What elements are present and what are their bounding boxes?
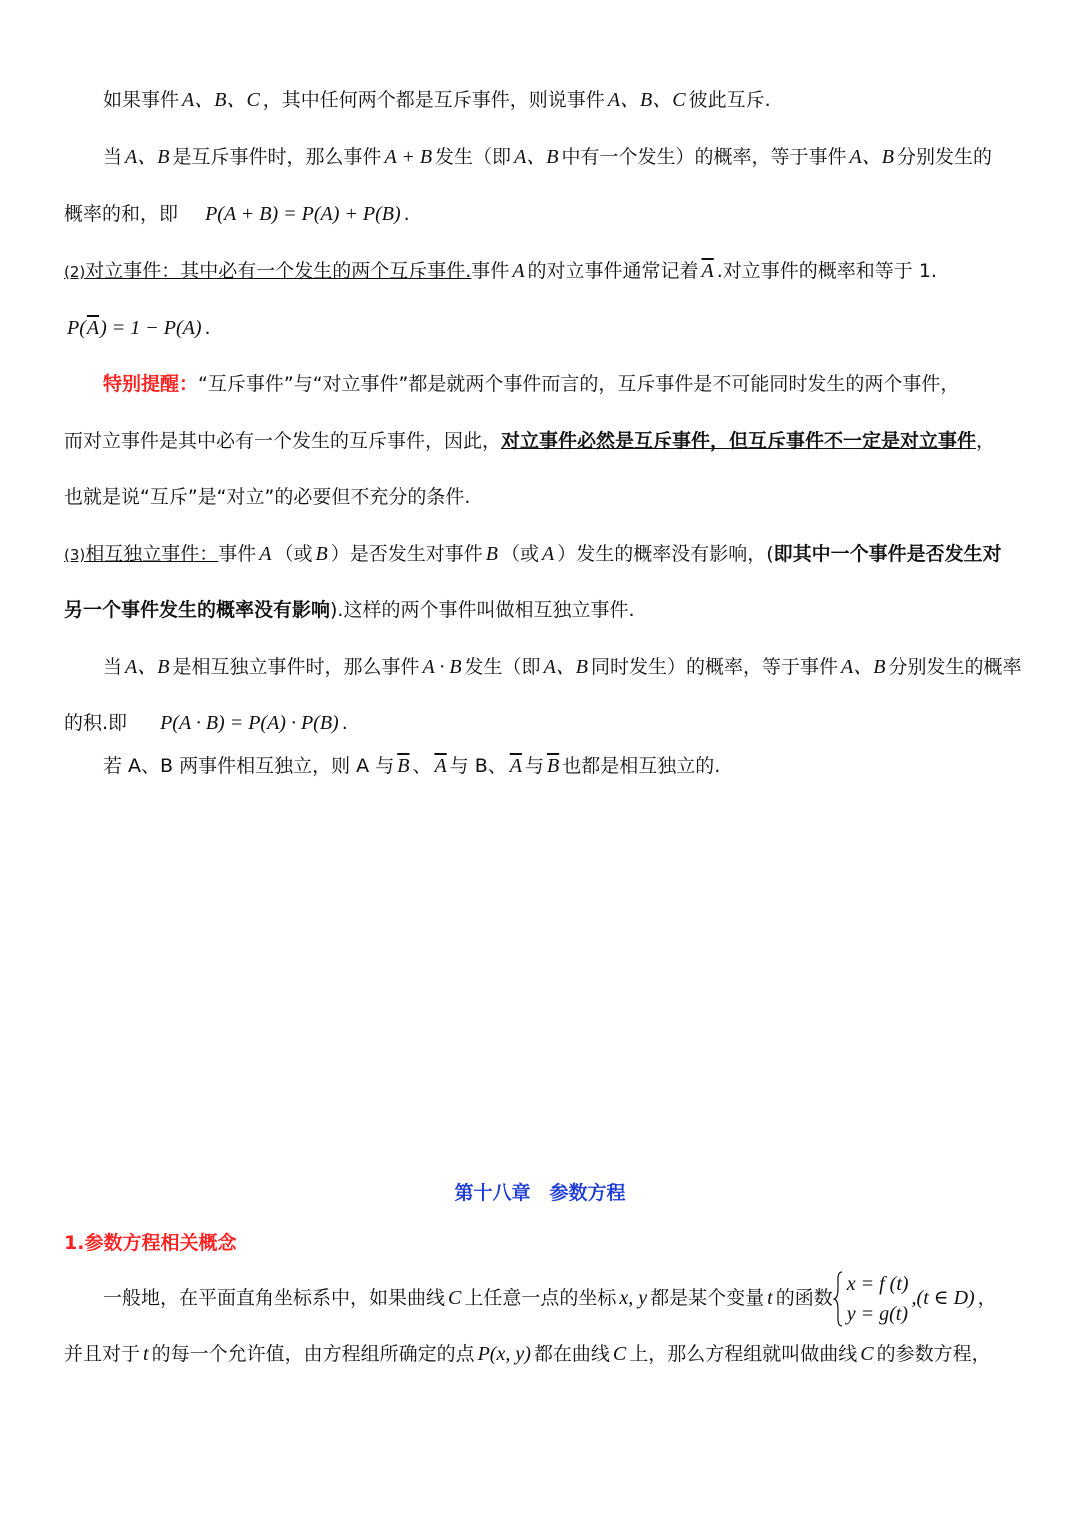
text: 也都是相互独立的. <box>562 755 721 777</box>
text: . <box>403 203 410 225</box>
math: t <box>143 1343 149 1365</box>
text: 是相互独立事件时，那么事件 <box>172 656 420 678</box>
text: 中有一个发生）的概率，等于事件 <box>561 146 847 168</box>
para-multiplication-rule <box>103 653 1080 681</box>
para-parametric-definition <box>103 1266 1080 1330</box>
text: 是互斥事件时，那么事件 <box>172 146 382 168</box>
math: t <box>767 1287 773 1309</box>
text: ， <box>977 1287 997 1309</box>
para-mutually-exclusive-multiple <box>103 86 1080 114</box>
math: A、B <box>125 656 170 678</box>
math: A、B、C <box>607 89 686 111</box>
text: ）发生的概率没有影响，( <box>557 543 774 565</box>
math: B <box>315 543 328 565</box>
text: 的函数 <box>775 1287 833 1309</box>
section-heading: 1.参数方程相关概念 <box>64 1232 237 1254</box>
text: 上，那么方程组就叫做曲线 <box>629 1343 858 1365</box>
text: 一般地，在平面直角坐标系中，如果曲线 <box>103 1287 446 1309</box>
text: 都在曲线 <box>533 1343 610 1365</box>
text: （或 <box>274 543 313 565</box>
chapter-title: 第十八章 参数方程 <box>454 1182 626 1204</box>
addition-formula: P(A + B) = P(A) + P(B) <box>205 203 401 225</box>
left-brace-icon <box>833 1271 843 1327</box>
math: C <box>612 1343 627 1365</box>
para-necessary-condition <box>64 483 1080 511</box>
math: A <box>512 260 525 282</box>
para-addition-rule <box>103 143 1080 171</box>
math: A <box>259 543 272 565</box>
math-complement: $\overline{B}$ <box>546 755 560 777</box>
math-complement: $\overline{A}$ <box>701 260 714 282</box>
equation-y: y = g(t) <box>846 1302 908 1325</box>
para-complementary-events <box>64 257 1080 286</box>
math: A、B <box>543 656 588 678</box>
text: 如果事件 <box>103 89 180 111</box>
text: 发生（即 <box>464 656 541 678</box>
text: 当 <box>103 656 123 678</box>
math-complement: $\overline{A}$ <box>434 755 447 777</box>
math: B <box>485 543 498 565</box>
math: P( <box>67 317 86 339</box>
text: ).这样的两个事件叫做相互独立事件. <box>330 599 635 621</box>
text: 都是某个变量 <box>650 1287 765 1309</box>
para-independent-events <box>64 540 1080 569</box>
math: A、B <box>125 146 170 168</box>
text: ，其中任何两个都是互斥事件，则说事件 <box>262 89 605 111</box>
para-parametric-continued <box>64 1340 1080 1368</box>
math-domain: ,(t ∈ D) <box>911 1287 975 1309</box>
text: 发生（即 <box>435 146 512 168</box>
math-complement: $\overline{A}$ <box>86 317 100 339</box>
text: 彼此互斥. <box>688 89 771 111</box>
text: 也就是说“互斥”是“对立”的必要但不充分的条件. <box>64 486 471 508</box>
text: 事件 <box>218 543 257 565</box>
text: 与 <box>524 755 544 777</box>
text: 的每一个允许值，由方程组所确定的点 <box>151 1343 475 1365</box>
item-number: (3) <box>64 546 86 564</box>
math: x, y <box>619 1287 648 1309</box>
math: C <box>860 1343 874 1365</box>
definition-underlined: 对立事件：其中必有一个发生的两个互斥事件. <box>85 260 472 282</box>
text: . <box>204 317 211 339</box>
text: 分别发生的 <box>896 146 992 168</box>
math: P(x, y) <box>477 1343 531 1365</box>
text: ， <box>976 430 996 452</box>
text: 分别发生的概率 <box>888 656 1022 678</box>
text: （或 <box>500 543 539 565</box>
math: A、B <box>841 656 886 678</box>
math-complement: $\overline{A}$ <box>509 755 522 777</box>
text: 并且对于 <box>64 1343 141 1365</box>
para-special-reminder <box>103 370 1080 398</box>
para-complement-formula <box>64 314 1080 342</box>
text: 与 B、 <box>449 755 507 777</box>
text: “互斥事件”与“对立事件”都是就两个事件而言的，互斥事件是不可能同时发生的两个事件， <box>198 373 960 395</box>
math: A · B <box>422 656 462 678</box>
text: 的对立事件通常记着 <box>527 260 699 282</box>
bold-text: 即其中一个事件是否发生对 <box>773 543 1002 565</box>
item-number: (2) <box>64 263 86 281</box>
math-complement: $\overline{B}$ <box>397 755 410 777</box>
text: .对立事件的概率和等于 1. <box>716 260 937 282</box>
text: 事件 <box>471 260 510 282</box>
text: 的积.即 <box>64 712 128 734</box>
special-reminder-label: 特别提醒： <box>103 373 199 395</box>
para-addition-formula <box>64 200 1080 228</box>
math: A、B <box>849 146 894 168</box>
math: ) = 1 − P(A) <box>100 317 202 339</box>
multiplication-formula: P(A · B) = P(A) · P(B) <box>160 712 339 734</box>
para-independent-continued <box>64 596 1080 624</box>
math: A、B <box>514 146 559 168</box>
bold-text: 另一个事件发生的概率没有影响 <box>64 599 331 621</box>
math: A、B、C <box>182 89 260 111</box>
equation-system <box>833 1269 909 1329</box>
text: 上任意一点的坐标 <box>464 1287 617 1309</box>
para-independence-complements <box>103 752 1080 780</box>
text: . <box>341 712 348 734</box>
para-multiplication-formula <box>64 709 1080 737</box>
definition-underlined: 相互独立事件： <box>85 543 219 565</box>
math: C <box>448 1287 462 1309</box>
text: ）是否发生对事件 <box>330 543 483 565</box>
text: 若 A、B 两事件相互独立，则 A 与 <box>103 755 395 777</box>
text: 而对立事件是其中必有一个发生的互斥事件，因此， <box>64 430 502 452</box>
text: 概率的和，即 <box>64 203 179 225</box>
text: 的参数方程， <box>876 1343 991 1365</box>
math: A + B <box>384 146 433 168</box>
para-reminder-continued <box>64 427 1080 455</box>
text: 当 <box>103 146 123 168</box>
math: A <box>541 543 555 565</box>
key-statement: 对立事件必然是互斥事件，但互斥事件不一定是对立事件 <box>501 430 977 452</box>
text: 、 <box>412 755 432 777</box>
text: 同时发生）的概率，等于事件 <box>591 656 839 678</box>
equation-x: x = f (t) <box>846 1272 909 1295</box>
